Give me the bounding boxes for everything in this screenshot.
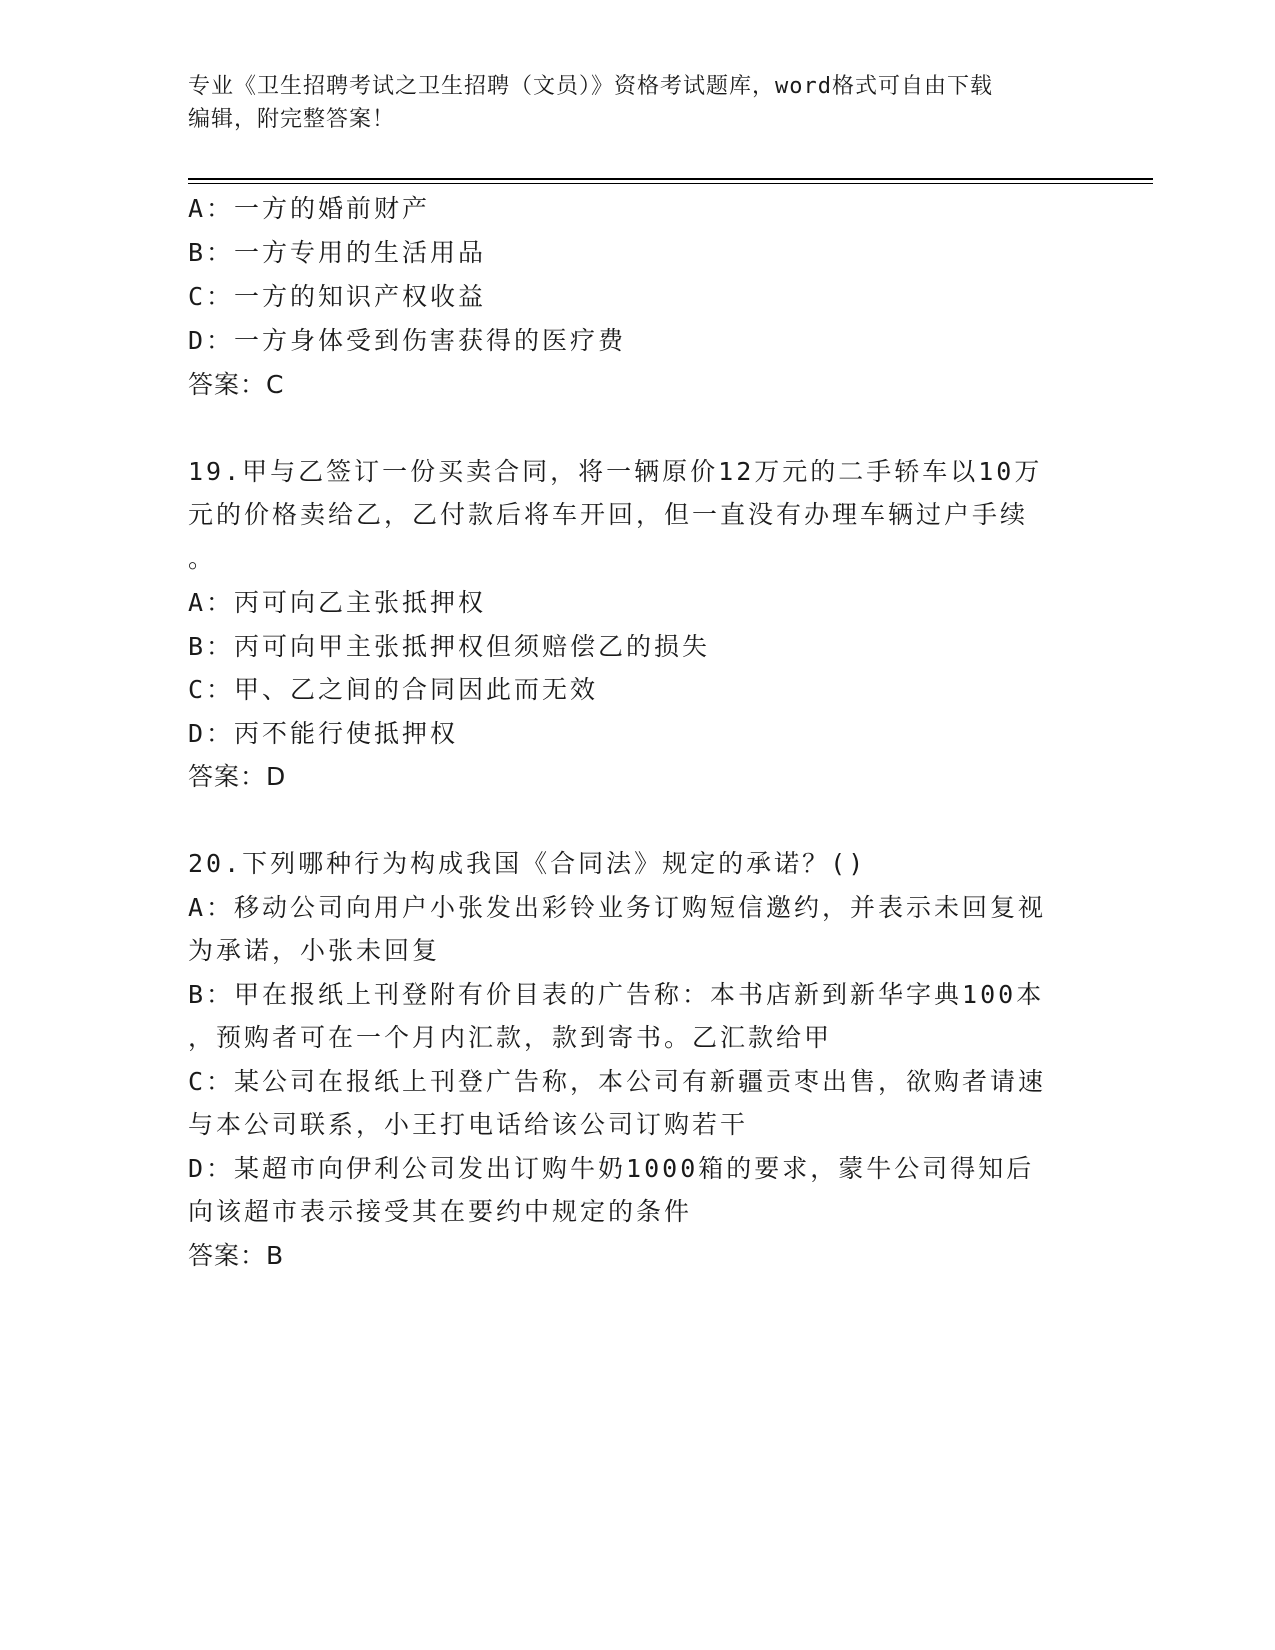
q18-option-a: A：一方的婚前财产 xyxy=(188,194,431,223)
q19-option-d: D：丙不能行使抵押权 xyxy=(188,719,459,748)
q20-answer: 答案：B xyxy=(188,1241,285,1270)
q20-option-c-line-2: 与本公司联系，小王打电话给该公司订购若干 xyxy=(188,1110,749,1139)
header-divider-thin xyxy=(188,183,1153,184)
q20-option-b-line-2: ，预购者可在一个月内汇款，款到寄书。乙汇款给甲 xyxy=(188,1023,833,1052)
q18-answer: 答案：C xyxy=(188,370,285,399)
q19-stem-line-2: 元的价格卖给乙，乙付款后将车开回，但一直没有办理车辆过户手续 xyxy=(188,500,1029,529)
q19-option-b: B：丙可向甲主张抵押权但须赔偿乙的损失 xyxy=(188,632,711,661)
q18-option-b: B：一方专用的生活用品 xyxy=(188,238,487,267)
q19-option-a: A：丙可向乙主张抵押权 xyxy=(188,588,487,617)
q20-option-c-line-1: C：某公司在报纸上刊登广告称，本公司有新疆贡枣出售，欲购者请速 xyxy=(188,1067,1047,1096)
q18-option-c: C：一方的知识产权收益 xyxy=(188,282,487,311)
q20-option-a-line-1: A：移动公司向用户小张发出彩铃业务订购短信邀约，并表示未回复视 xyxy=(188,893,1047,922)
document-header xyxy=(188,70,1078,136)
q19-stem-line-3: 。 xyxy=(188,544,217,573)
q20-stem: 20.下列哪种行为构成我国《合同法》规定的承诺？() xyxy=(188,849,867,878)
q19-option-c: C：甲、乙之间的合同因此而无效 xyxy=(188,675,599,704)
header-line-2: 编辑，附完整答案！ xyxy=(188,107,396,132)
q18-option-d: D：一方身体受到伤害获得的医疗费 xyxy=(188,326,627,355)
header-divider-thick xyxy=(188,178,1153,180)
header-line-1: 专业《卫生招聘考试之卫生招聘（文员）》资格考试题库，word格式可自由下载 xyxy=(188,74,993,99)
q20-option-d-line-2: 向该超市表示接受其在要约中规定的条件 xyxy=(188,1197,693,1226)
q20-option-d-line-1: D：某超市向伊利公司发出订购牛奶1000箱的要求，蒙牛公司得知后 xyxy=(188,1154,1035,1183)
q19-stem-line-1: 19.甲与乙签订一份买卖合同，将一辆原价12万元的二手轿车以10万 xyxy=(188,457,1043,486)
q20-option-a-line-2: 为承诺，小张未回复 xyxy=(188,936,441,965)
q19-answer: 答案：D xyxy=(188,762,287,791)
q20-option-b-line-1: B：甲在报纸上刊登附有价目表的广告称：本书店新到新华字典100本 xyxy=(188,980,1045,1009)
